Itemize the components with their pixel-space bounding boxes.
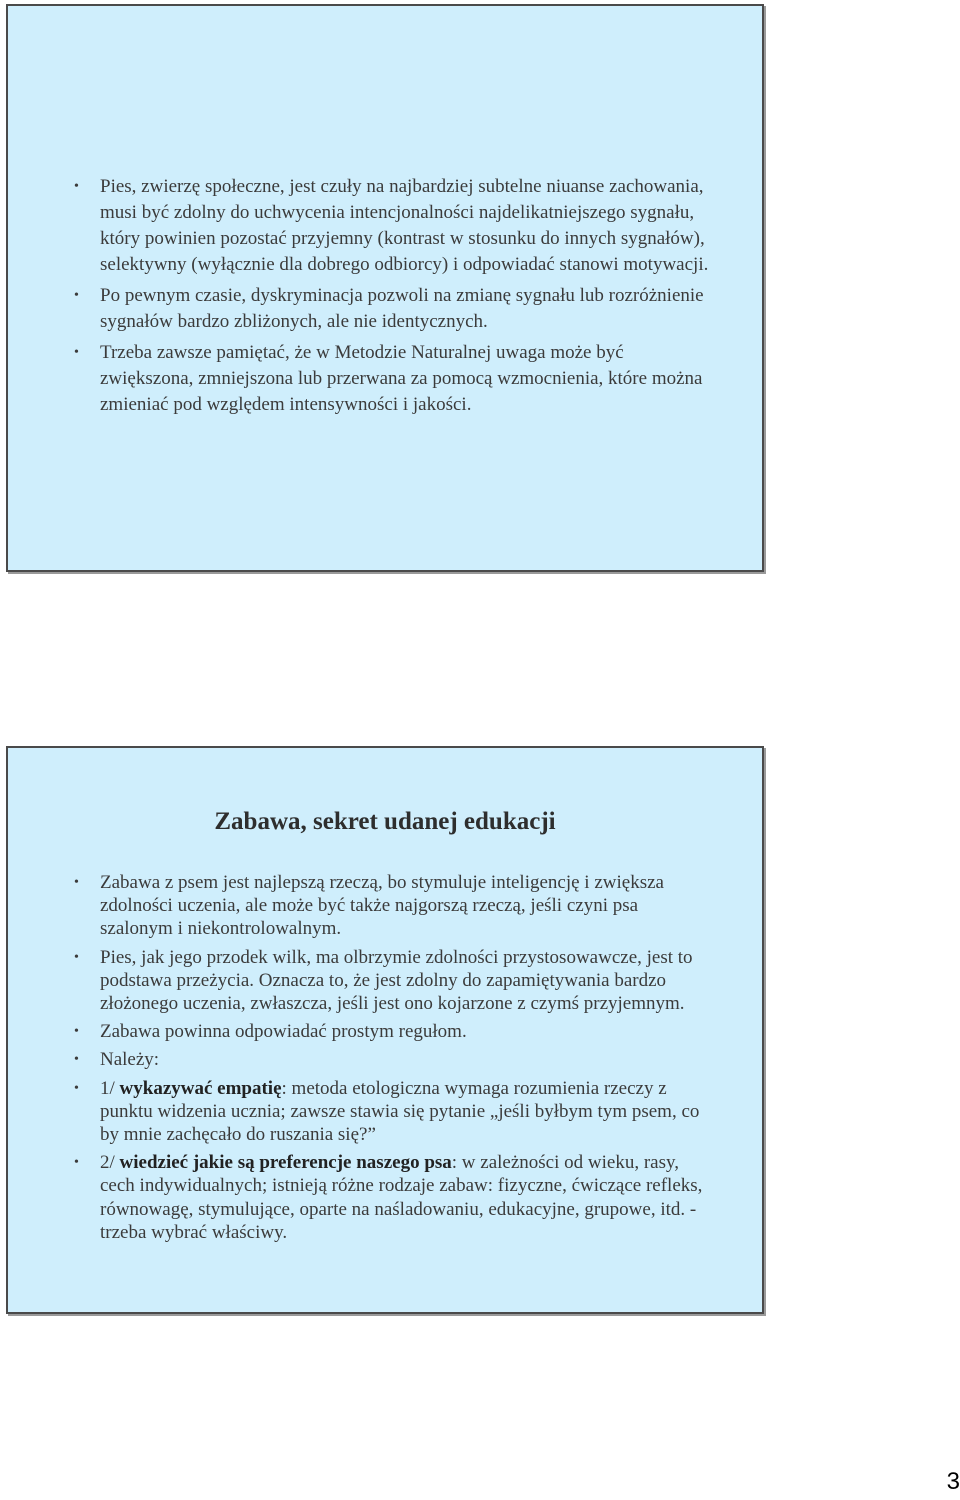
bullet-icon: •: [74, 179, 79, 194]
slide-2: [6, 746, 764, 1314]
list-item-text: : metoda etologiczna wymaga rozumienia rzeczy z punktu widzenia ucznia; zawsze stawia się pytanie „jeśli byłbym tym psem, co by mnie zachęcało do ruszania się?”: [100, 1077, 700, 1146]
list-item: [70, 1048, 710, 1071]
slide-title: Zabawa, sekret udanej edukacji: [214, 808, 556, 835]
bullet-icon: •: [74, 1024, 79, 1040]
list-item: [70, 1077, 710, 1147]
list-item-text: Po pewnym czasie, dyskryminacja pozwoli na zmianę sygnału lub rozróżnienie sygnałów bardzo zbliżonych, ale nie identycznych.: [100, 285, 704, 332]
list-item-text: : w zależności od wieku, rasy, cech indywidualnych; istnieją różne rodzaje zabaw: fizyczne, ćwiczące refleks, równowagę, stymulujące, oparte na naśladowaniu, edukacyjne, grupowe, itd. - trzeba wybrać właściwy.: [100, 1152, 703, 1243]
bullet-list: [70, 871, 710, 1249]
list-item-text: Zabawa powinna odpowiadać prostym regułom.: [100, 1021, 467, 1043]
list-item-text: Zabawa z psem jest najlepszą rzeczą, bo stymuluje inteligencję i zwiększa zdolności uczenia, ale może być także najgorszą rzeczą, jeśli czyni psa szalonym i niekontrolowalnym.: [100, 872, 664, 940]
list-item-prefix: 1/: [100, 1077, 120, 1099]
list-item: [70, 174, 710, 278]
bullet-icon: •: [74, 1155, 79, 1171]
list-item: [70, 1020, 710, 1043]
list-item-prefix: 2/: [100, 1152, 120, 1174]
list-item: [70, 340, 710, 418]
list-item-text: Pies, zwierzę społeczne, jest czuły na najbardziej subtelne niuanse zachowania, musi być zdolny do uchwycenia intencjonalności najdelikatniejszego sygnału, który powinien pozostać przyjemny (kontrast w stosunku do innych sygnałów), selektywny (wyłącznie dla dobrego odbiorcy) i odpowiadać stanowi motywacji.: [100, 176, 709, 275]
bullet-list: [70, 174, 710, 423]
list-item: [70, 946, 710, 1016]
bullet-icon: •: [74, 949, 79, 965]
slide-1: [6, 4, 764, 572]
page-number: 3: [946, 1468, 960, 1495]
bullet-icon: •: [74, 345, 79, 360]
list-item: [70, 1151, 710, 1244]
emphasis-text: wykazywać empatię: [119, 1077, 282, 1099]
bullet-icon: •: [74, 1080, 79, 1096]
emphasis-text: wiedzieć jakie są preferencje naszego psa: [119, 1152, 452, 1174]
list-item-text: Należy:: [100, 1049, 160, 1071]
list-item: [70, 871, 710, 941]
list-item-text: Pies, jak jego przodek wilk, ma olbrzymie zdolności przystosowawcze, jest to podstawa przeżycia. Oznacza to, że jest zdolny do zapamiętywania bardzo złożonego uczenia, zwłaszcza, jeśli jest ono kojarzone z czymś przyjemnym.: [100, 946, 693, 1015]
bullet-icon: •: [74, 288, 79, 303]
list-item-text: Trzeba zawsze pamiętać, że w Metodzie Naturalnej uwaga może być zwiększona, zmniejszona lub przerwana za pomocą wzmocnienia, które można zmieniać pod względem intensywności i jakości.: [100, 342, 703, 415]
bullet-icon: •: [74, 875, 79, 890]
bullet-icon: •: [74, 1052, 79, 1068]
list-item: [70, 283, 710, 335]
